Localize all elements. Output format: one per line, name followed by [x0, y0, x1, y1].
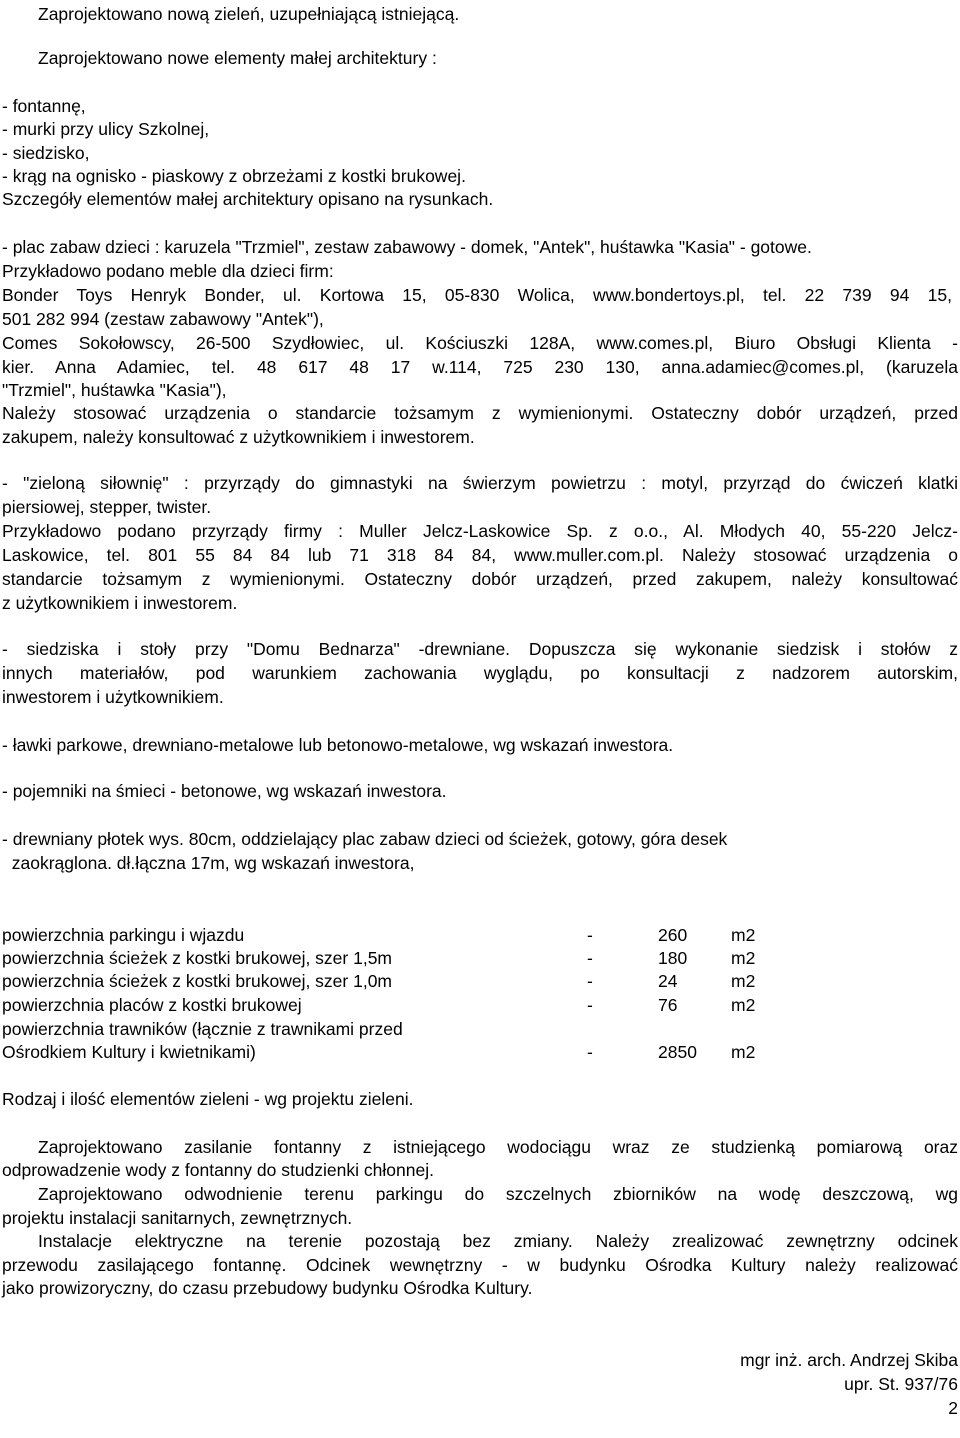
table-cell-value: 24: [658, 971, 678, 991]
table-cell-unit: m2: [731, 925, 756, 945]
table-cell-label: Ośrodkiem Kultury i kwietnikami): [2, 1042, 256, 1062]
paragraph-line: kier. Anna Adamiec, tel. 48 617 48 17 w.114, 725 230 130, anna.adamiec@comes.pl, (karuzela: [2, 357, 958, 377]
table-cell-value: 180: [658, 948, 688, 968]
signature-name: mgr inż. arch. Andrzej Skiba: [740, 1350, 958, 1370]
table-cell-dash: -: [587, 971, 593, 991]
table-cell-label: powierzchnia trawników (łącznie z trawnikami przed: [2, 1019, 403, 1039]
table-cell-unit: m2: [731, 971, 756, 991]
paragraph-line: Laskowice, tel. 801 55 84 84 lub 71 318 84 84, www.muller.com.pl. Należy stosować urządzenia o: [2, 545, 958, 565]
paragraph-line: standarcie tożsamym z wymienionymi. Ostateczny dobór urządzeń, przed zakupem, należy konsultować: [2, 569, 958, 589]
paragraph-line: z użytkownikiem i inwestorem.: [2, 593, 238, 613]
paragraph-line: innych materiałów, pod warunkiem zachowania wyglądu, po konsultacji z nadzorem autorskim,: [2, 663, 958, 683]
paragraph-line: inwestorem i użytkownikiem.: [2, 687, 224, 707]
paragraph-line: Przykładowo podano meble dla dzieci firm:: [2, 261, 334, 281]
paragraph-line: Zaprojektowano odwodnienie terenu parkingu do szczelnych zbiorników na wodę deszczową, wg: [38, 1184, 958, 1204]
paragraph-line: - drewniany płotek wys. 80cm, oddzielający plac zabaw dzieci od ścieżek, gotowy, góra desek: [2, 829, 728, 849]
table-cell-label: powierzchnia placów z kostki brukowej: [2, 995, 302, 1015]
paragraph-line: "Trzmiel", huśtawka "Kasia"),: [2, 380, 227, 400]
table-cell-dash: -: [587, 1042, 593, 1062]
paragraph-line: Przykładowo podano przyrządy firmy : Muller Jelcz-Laskowice Sp. z o.o., Al. Młodych 40, 55-220 Jelcz-: [2, 521, 958, 541]
table-cell-value: 2850: [658, 1042, 697, 1062]
paragraph-line: - pojemniki na śmieci - betonowe, wg wskazań inwestora.: [2, 781, 447, 801]
table-cell-label: powierzchnia ścieżek z kostki brukowej, szer 1,5m: [2, 948, 393, 968]
list-item: Szczegóły elementów małej architektury opisano na rysunkach.: [2, 189, 494, 209]
paragraph-line: 501 282 994 (zestaw zabawowy "Antek"),: [2, 309, 324, 329]
table-cell-label: powierzchnia parkingu i wjazdu: [2, 925, 245, 945]
paragraph-line: Rodzaj i ilość elementów zieleni - wg projektu zieleni.: [2, 1089, 414, 1109]
paragraph-line: piersiowej, stepper, twister.: [2, 497, 212, 517]
paragraph-line: Zaprojektowano nową zieleń, uzupełniającą istniejącą.: [38, 4, 460, 24]
table-cell-dash: -: [587, 995, 593, 1015]
list-item: - murki przy ulicy Szkolnej,: [2, 119, 210, 139]
paragraph-line: Zaprojektowano nowe elementy małej architektury :: [38, 48, 437, 68]
paragraph-line: Zaprojektowano zasilanie fontanny z istniejącego wodociągu wraz ze studzienką pomiarową oraz: [38, 1137, 958, 1157]
paragraph-line: - siedziska i stoły przy "Domu Bednarza" -drewniane. Dopuszcza się wykonanie siedzisk i stołów z: [2, 639, 958, 659]
table-cell-dash: -: [587, 948, 593, 968]
paragraph-line: - "zieloną siłownię" : przyrządy do gimnastyki na świerzym powietrzu : motyl, przyrząd do ćwiczeń klatki: [2, 473, 958, 493]
paragraph-line: zaokrąglona. dł.łączna 17m, wg wskazań inwestora,: [2, 853, 415, 873]
paragraph-line: - ławki parkowe, drewniano-metalowe lub betonowo-metalowe, wg wskazań inwestora.: [2, 735, 674, 755]
table-cell-label: powierzchnia ścieżek z kostki brukowej, szer 1,0m: [2, 971, 393, 991]
signature-license: upr. St. 937/76: [844, 1374, 958, 1394]
paragraph-line: Należy stosować urządzenia o standarcie tożsamym z wymienionymi. Ostateczny dobór urządzeń, przed: [2, 403, 958, 423]
paragraph-line: przewodu zasilającego fontannę. Odcinek wewnętrzny - w budynku Ośrodka Kultury należy realizować: [2, 1255, 958, 1275]
paragraph-line: Bonder Toys Henryk Bonder, ul. Kortowa 15, 05-830 Wolica, www.bondertoys.pl, tel. 22 739 94 15,: [2, 285, 952, 305]
paragraph-line: zakupem, należy konsultować z użytkownikiem i inwestorem.: [2, 427, 475, 447]
table-cell-value: 76: [658, 995, 678, 1015]
list-item: - krąg na ognisko - piaskowy z obrzeżami z kostki brukowej.: [2, 166, 466, 186]
table-cell-unit: m2: [731, 1042, 756, 1062]
table-cell-dash: -: [587, 925, 593, 945]
paragraph-line: - plac zabaw dzieci : karuzela "Trzmiel", zestaw zabawowy - domek, "Antek", huśtawka "Kasia" - gotowe.: [2, 237, 812, 257]
table-cell-unit: m2: [731, 995, 756, 1015]
paragraph-line: projektu instalacji sanitarnych, zewnętrznych.: [2, 1208, 353, 1228]
paragraph-line: Instalacje elektryczne na terenie pozostają bez zmiany. Należy zrealizować zewnętrzny odcinek: [38, 1231, 958, 1251]
paragraph-line: odprowadzenie wody z fontanny do studzienki chłonnej.: [2, 1160, 434, 1180]
paragraph-line: Comes Sokołowscy, 26-500 Szydłowiec, ul. Kościuszki 128A, www.comes.pl, Biuro Obsługi Klienta -: [2, 333, 958, 353]
table-cell-value: 260: [658, 925, 688, 945]
list-item: - fontannę,: [2, 96, 86, 116]
paragraph-line: jako prowizoryczny, do czasu przebudowy budynku Ośrodka Kultury.: [2, 1278, 533, 1298]
table-cell-unit: m2: [731, 948, 756, 968]
list-item: - siedzisko,: [2, 143, 90, 163]
page-number: 2: [948, 1398, 958, 1418]
